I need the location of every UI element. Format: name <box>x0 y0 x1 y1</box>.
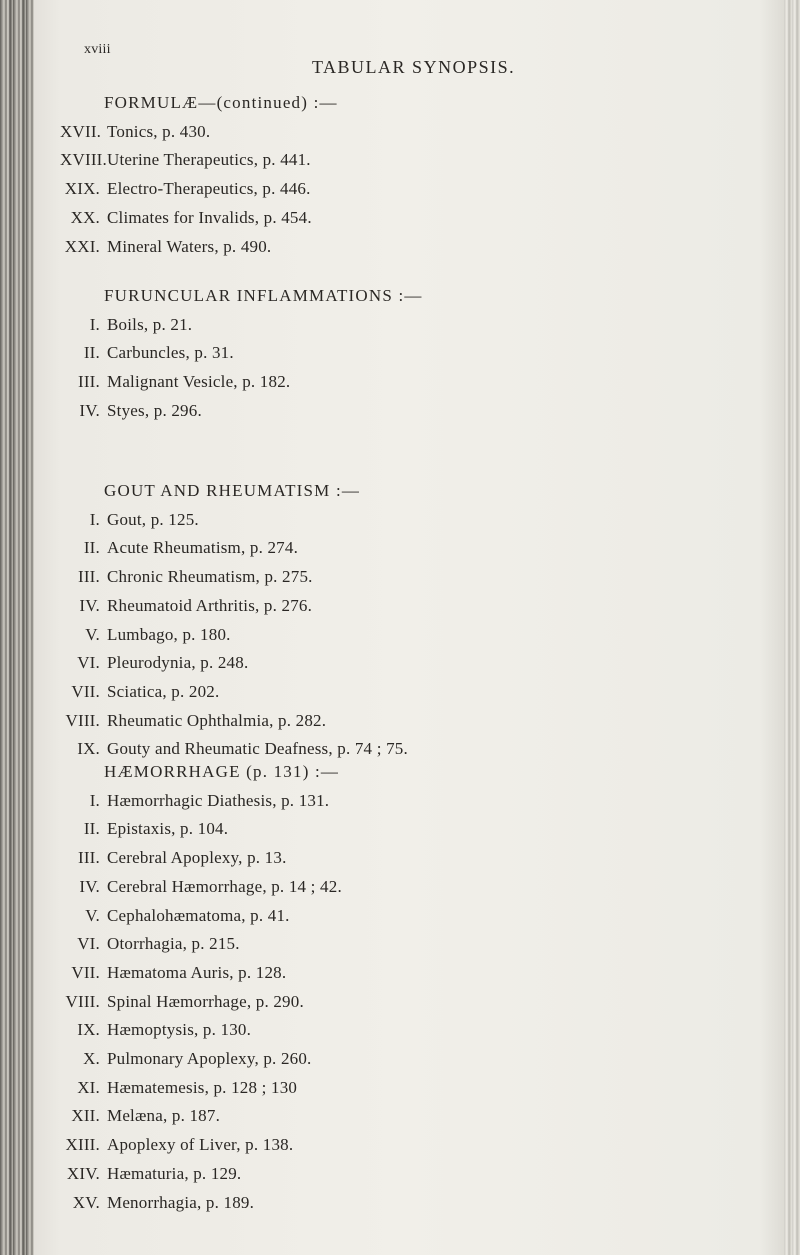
item-text: Climates for Invalids, p. 454. <box>107 207 312 227</box>
item-text: Cephalohæmatoma, p. 41. <box>107 905 290 925</box>
list-item <box>60 1020 251 1040</box>
item-text: Malignant Vesicle, p. 182. <box>107 372 291 392</box>
item-text: Carbuncles, p. 31. <box>107 343 234 363</box>
section-heading: GOUT AND RHEUMATISM :— <box>104 481 361 500</box>
section-heading: FORMULÆ—(continued) :— <box>104 93 338 112</box>
list-item <box>60 538 298 558</box>
item-numeral: XIII. <box>65 1135 100 1155</box>
list-item <box>60 1106 220 1126</box>
item-numeral: II. <box>83 538 100 558</box>
item-text: Boils, p. 21. <box>107 314 193 334</box>
item-numeral: III. <box>77 372 100 392</box>
list-item <box>60 372 290 392</box>
item-numeral: XV. <box>72 1192 100 1212</box>
item-text: Gout, p. 125. <box>107 509 199 529</box>
item-text: Mineral Waters, p. 490. <box>107 236 272 256</box>
list-item <box>60 739 408 759</box>
page-edge <box>784 0 800 1255</box>
item-numeral: XX. <box>70 207 100 227</box>
book-binding <box>0 0 34 1255</box>
list-item <box>60 711 326 731</box>
item-numeral: XXI. <box>64 236 100 256</box>
item-text: Hæmaturia, p. 129. <box>107 1163 242 1183</box>
item-numeral: VII. <box>71 962 100 982</box>
list-item <box>60 179 311 199</box>
item-numeral: I. <box>89 509 100 529</box>
item-numeral: V. <box>85 905 100 925</box>
list-item <box>60 315 192 335</box>
item-text: Rheumatoid Arthritis, p. 276. <box>107 595 313 615</box>
item-numeral: I. <box>89 314 100 334</box>
item-numeral: IV. <box>79 595 100 615</box>
item-text: Hæmatoma Auris, p. 128. <box>107 962 287 982</box>
item-numeral: VI. <box>77 934 100 954</box>
item-numeral: II. <box>83 819 100 839</box>
item-numeral: IX. <box>77 739 100 759</box>
item-text: Hæmoptysis, p. 130. <box>107 1020 252 1040</box>
list-item <box>60 848 287 868</box>
list-item <box>60 1193 254 1213</box>
item-numeral: XI. <box>77 1077 100 1097</box>
item-text: Uterine Therapeutics, p. 441. <box>107 150 311 170</box>
running-title: TABULAR SYNOPSIS. <box>312 57 516 77</box>
list-item <box>60 963 286 983</box>
list-item <box>60 819 228 839</box>
list-item <box>60 401 202 421</box>
item-text: Gouty and Rheumatic Deafness, p. 74 ; 75. <box>107 739 408 759</box>
list-item <box>60 237 271 257</box>
list-item <box>60 208 312 228</box>
item-numeral: XVII. <box>60 121 102 141</box>
page-number: xviii <box>84 42 111 57</box>
list-item <box>60 934 240 954</box>
item-text: Tonics, p. 430. <box>107 121 211 141</box>
list-item <box>60 596 312 616</box>
item-text: Hæmatemesis, p. 128 ; 130 <box>107 1077 298 1097</box>
item-numeral: II. <box>83 343 100 363</box>
item-numeral: XIX. <box>64 179 100 199</box>
list-item <box>60 906 290 926</box>
item-numeral: VIII. <box>65 710 100 730</box>
item-numeral: IV. <box>79 876 100 896</box>
item-numeral: X. <box>83 1049 100 1068</box>
item-text: Apoplexy of Liver, p. 138. <box>107 1135 294 1155</box>
list-item <box>60 1078 297 1098</box>
list-item <box>60 625 231 645</box>
item-numeral: XVIII. <box>60 150 107 170</box>
item-text: Hæmorrhagic Diathesis, p. 131. <box>107 790 330 810</box>
item-numeral: IX. <box>77 1020 100 1040</box>
item-numeral: III. <box>77 848 100 868</box>
item-numeral: IV. <box>79 400 100 420</box>
list-item <box>60 1049 312 1069</box>
list-item <box>60 567 313 587</box>
item-text: Pleurodynia, p. 248. <box>107 653 249 673</box>
item-numeral: VII. <box>71 681 100 701</box>
item-text: Spinal Hæmorrhage, p. 290. <box>107 991 304 1011</box>
list-item <box>60 510 199 530</box>
list-item <box>60 992 304 1012</box>
item-text: Electro-Therapeutics, p. 446. <box>107 179 311 199</box>
list-item <box>60 682 219 702</box>
item-numeral: VIII. <box>65 991 100 1011</box>
item-text: Melæna, p. 187. <box>107 1106 221 1126</box>
list-item <box>60 1164 241 1184</box>
item-numeral: XII. <box>71 1106 100 1126</box>
item-text: Otorrhagia, p. 215. <box>107 934 240 954</box>
list-item <box>60 791 329 811</box>
item-numeral: XIV. <box>66 1163 100 1183</box>
item-text: Sciatica, p. 202. <box>107 681 220 701</box>
list-item <box>60 877 342 897</box>
section-heading: HÆMORRHAGE (p. 131) :— <box>104 762 340 781</box>
item-text: Styes, p. 296. <box>107 400 202 420</box>
item-text: Lumbago, p. 180. <box>107 624 231 644</box>
item-text: Acute Rheumatism, p. 274. <box>107 538 299 558</box>
item-text: Menorrhagia, p. 189. <box>107 1192 255 1212</box>
item-text: Chronic Rheumatism, p. 275. <box>107 567 313 587</box>
list-item <box>60 150 311 170</box>
item-numeral: I. <box>89 790 100 810</box>
item-text: Epistaxis, p. 104. <box>107 819 229 839</box>
item-text: Cerebral Hæmorrhage, p. 14 ; 42. <box>107 876 342 896</box>
item-numeral: VI. <box>77 653 100 673</box>
list-item <box>60 1135 293 1155</box>
item-numeral: V. <box>85 624 100 644</box>
list-item <box>60 653 248 673</box>
item-numeral: III. <box>77 567 100 587</box>
list-item <box>60 343 234 363</box>
item-text: Pulmonary Apoplexy, p. 260. <box>107 1049 312 1068</box>
item-text: Cerebral Apoplexy, p. 13. <box>107 848 287 868</box>
list-item <box>60 122 210 142</box>
item-text: Rheumatic Ophthalmia, p. 282. <box>107 710 327 730</box>
section-heading: FURUNCULAR INFLAMMATIONS :— <box>104 286 423 305</box>
